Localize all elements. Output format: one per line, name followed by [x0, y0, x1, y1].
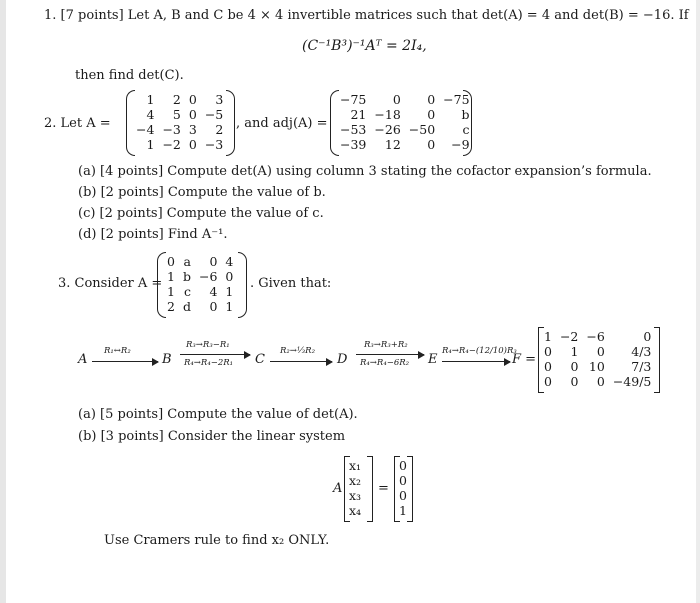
matrix-entry: 0 — [188, 92, 197, 107]
matrix-entry: a — [183, 254, 191, 269]
matrix-F-right-bracket — [654, 327, 660, 393]
problem-1-question: then find det(C). — [75, 68, 184, 83]
matrix-row — [345, 503, 365, 518]
matrix-entry: −5 — [204, 107, 224, 122]
matrix-entry: −2 — [162, 137, 181, 152]
matrix-A-right-paren — [226, 90, 235, 156]
b-vector-right-bracket — [407, 456, 413, 522]
matrix-row — [540, 374, 655, 389]
matrix-row — [132, 137, 227, 152]
matrix-entry: 1 — [399, 503, 407, 518]
given-text: . Given that: — [250, 276, 332, 291]
matrix-entry: −9 — [451, 137, 470, 152]
matrix-entry: b — [182, 269, 191, 284]
matrix-entry: −3 — [162, 122, 181, 137]
matrix-row — [345, 473, 365, 488]
problem-2-part-b: (b) [2 points] Compute the value of b. — [78, 185, 326, 200]
problem-2-part-a: (a) [4 points] Compute det(A) using column 3 stating the cofactor expansion’s formula. — [78, 164, 652, 179]
matrix-entry: 0 — [427, 92, 436, 107]
matrix-entry: −6 — [198, 269, 218, 284]
matrix-entry: 3 — [215, 92, 224, 107]
matrix-entry: 0 — [225, 269, 234, 284]
matrix-entry: 0 — [570, 359, 579, 374]
matrix-entry: 0 — [399, 473, 407, 488]
matrix-entry: b — [461, 107, 470, 122]
system-A: A — [333, 481, 343, 496]
problem-3-part-b: (b) [3 points] Consider the linear system — [78, 429, 346, 444]
matrix-row — [336, 92, 474, 107]
matrix-entry: x₃ — [349, 488, 362, 503]
matrix-row — [540, 359, 655, 374]
matrix-entry: 1 — [225, 284, 234, 299]
matrix-entry: −75 — [340, 92, 367, 107]
matrix-row — [163, 269, 237, 284]
matrix-A3 — [163, 254, 237, 314]
matrix-entry: 5 — [172, 107, 181, 122]
matrix-entry: 0 — [399, 488, 407, 503]
matrix-entry: 3 — [188, 122, 197, 137]
matrix-entry: 0 — [544, 359, 552, 374]
matrix-entry: 10 — [588, 359, 605, 374]
matrix-entry: −50 — [408, 122, 436, 137]
cramers-instruction: Use Cramers rule to find x₂ ONLY. — [104, 533, 330, 548]
op-3: R₂→⅓R₂ — [280, 346, 315, 356]
matrix-row — [336, 137, 474, 152]
problem-3-part-a: (a) [5 points] Compute the value of det(A). — [78, 407, 358, 422]
matrix-entry: −2 — [559, 329, 579, 344]
matrix-entry: 0 — [570, 374, 579, 389]
op-5: R₄→R₄−(12/10)R₃ — [442, 346, 517, 356]
matrix-entry: 2 — [215, 122, 224, 137]
matrix-entry: 1 — [146, 137, 155, 152]
problem-2-part-c: (c) [2 points] Compute the value of c. — [78, 206, 324, 221]
matrix-entry: 2 — [172, 92, 181, 107]
matrix-A3-right-paren — [238, 252, 247, 318]
matrix-entry: −49/5 — [612, 374, 652, 389]
x-vector — [345, 458, 365, 518]
matrix-entry: x₂ — [349, 473, 362, 488]
matrix-entry: 0 — [209, 254, 218, 269]
matrix-entry: 0 — [427, 107, 436, 122]
matrix-entry: 0 — [544, 374, 552, 389]
matrix-entry: 21 — [350, 107, 367, 122]
problem-1-equation: (C⁻¹B³)⁻¹Aᵀ = 2I₄, — [302, 38, 427, 54]
adj-matrix-right-paren — [463, 90, 472, 156]
matrix-entry: 1 — [167, 284, 175, 299]
matrix-entry: 4 — [209, 284, 218, 299]
x-vector-right-bracket — [367, 456, 373, 522]
matrix-entry: 0 — [596, 374, 605, 389]
chain-D: D — [337, 352, 348, 367]
page-left-edge — [0, 0, 6, 603]
matrix-entry: 0 — [596, 344, 605, 359]
chain-F: F = — [512, 352, 537, 367]
matrix-F — [540, 329, 655, 389]
matrix-entry: −39 — [340, 137, 367, 152]
matrix-entry: −18 — [374, 107, 401, 122]
matrix-entry: c — [462, 122, 470, 137]
arrow-1 — [92, 361, 158, 362]
matrix-entry: x₄ — [349, 503, 362, 518]
matrix-row — [132, 122, 227, 137]
matrix-entry: x₁ — [349, 458, 362, 473]
matrix-entry: 0 — [188, 137, 197, 152]
matrix-entry: 0 — [209, 299, 218, 314]
matrix-entry: 12 — [384, 137, 401, 152]
problem-2-part-d: (d) [2 points] Find A⁻¹. — [78, 227, 228, 242]
op-2-bottom: R₄→R₄−2R₁ — [184, 358, 234, 368]
matrix-row — [132, 107, 227, 122]
op-4-bottom: R₄→R₄−6R₂ — [360, 358, 410, 368]
matrix-entry: 2 — [167, 299, 175, 314]
problem-3-label: 3. Consider A = — [58, 276, 163, 291]
chain-A: A — [78, 352, 88, 367]
adj-matrix — [336, 92, 474, 152]
matrix-entry: −4 — [136, 122, 155, 137]
matrix-entry: d — [182, 299, 191, 314]
arrow-2 — [180, 354, 250, 355]
matrix-entry: 0 — [188, 107, 197, 122]
matrix-row — [540, 329, 655, 344]
matrix-entry: 0 — [427, 137, 436, 152]
matrix-row — [540, 344, 655, 359]
matrix-entry: −26 — [374, 122, 401, 137]
matrix-entry: 1 — [225, 299, 234, 314]
chain-E: E — [428, 352, 438, 367]
arrow-4 — [356, 354, 424, 355]
matrix-entry: −6 — [586, 329, 605, 344]
matrix-row — [132, 92, 227, 107]
op-1: R₁↔R₂ — [104, 346, 131, 356]
matrix-entry: 0 — [167, 254, 175, 269]
matrix-row — [336, 107, 474, 122]
matrix-entry: 1 — [570, 344, 579, 359]
matrix-entry: 0 — [392, 92, 401, 107]
problem-1-statement: 1. [7 points] Let A, B and C be 4 × 4 invertible matrices such that det(A) = 4 and det(B) = −16. If — [44, 8, 689, 23]
matrix-row — [345, 488, 365, 503]
matrix-entry: 1 — [146, 92, 155, 107]
matrix-entry: 1 — [167, 269, 175, 284]
system-equals: = — [378, 481, 389, 496]
matrix-entry: 4 — [225, 254, 234, 269]
op-2-top: R₃→R₃−R₁ — [186, 340, 230, 350]
matrix-entry: −3 — [204, 137, 224, 152]
page-right-edge — [696, 0, 700, 603]
problem-2-label: 2. Let A = — [44, 116, 111, 131]
arrow-3 — [270, 361, 332, 362]
matrix-row — [163, 284, 237, 299]
matrix-entry: 0 — [544, 344, 552, 359]
matrix-row — [336, 122, 474, 137]
arrow-5 — [442, 361, 510, 362]
op-4-top: R₃→R₃+R₂ — [364, 340, 408, 350]
matrix-entry: 0 — [399, 458, 407, 473]
matrix-entry: −53 — [340, 122, 367, 137]
matrix-entry: 7/3 — [631, 359, 652, 374]
matrix-entry: c — [183, 284, 191, 299]
matrix-entry: 4/3 — [631, 344, 652, 359]
chain-C: C — [255, 352, 265, 367]
matrix-row — [163, 254, 237, 269]
matrix-A — [132, 92, 227, 152]
matrix-entry: 1 — [544, 329, 552, 344]
chain-B: B — [162, 352, 172, 367]
matrix-entry: 4 — [146, 107, 155, 122]
adj-label: , and adj(A) = — [236, 116, 328, 131]
matrix-row — [163, 299, 237, 314]
matrix-entry: 0 — [643, 329, 652, 344]
matrix-row — [345, 458, 365, 473]
matrix-entry: −75 — [443, 92, 470, 107]
